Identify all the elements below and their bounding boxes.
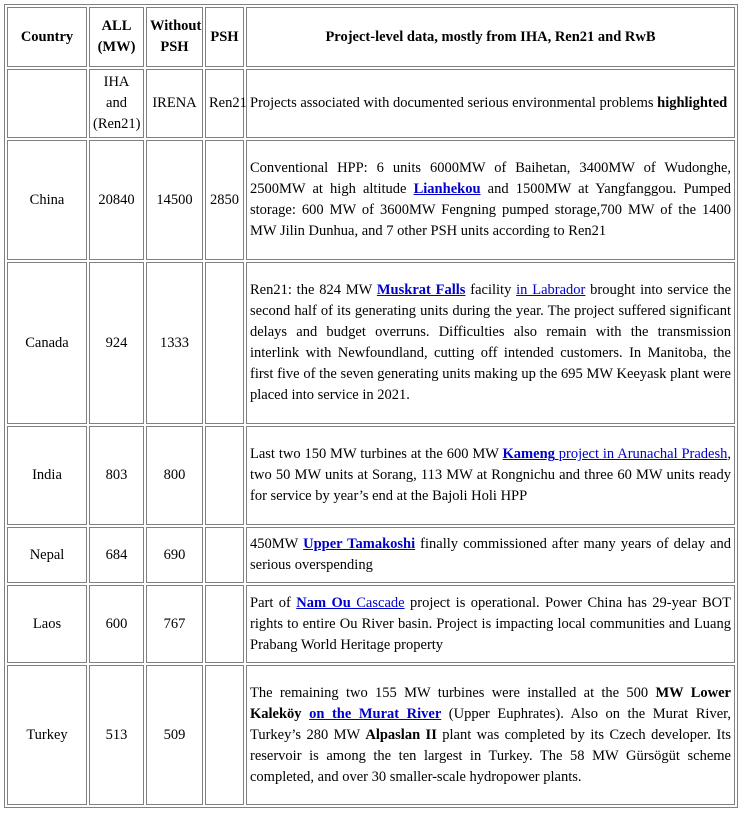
hydropower-table <box>4 4 738 808</box>
project-text: finally commissioned after many years of delay and serious overspending <box>250 536 732 573</box>
all-cell: 513 <box>89 665 144 805</box>
without-psh-cell: 767 <box>146 585 203 663</box>
header-psh: PSH <box>205 7 244 67</box>
psh-cell <box>205 527 244 583</box>
source-psh: Ren21 <box>205 69 244 138</box>
table-row <box>7 426 735 525</box>
project-cell <box>246 665 735 805</box>
header-row <box>7 7 735 67</box>
lianhekou-link[interactable]: Lianhekou <box>413 181 481 197</box>
table-row <box>7 140 735 260</box>
cascade-link[interactable]: Cascade <box>350 594 405 611</box>
all-cell: 924 <box>89 262 144 424</box>
nam-ou-label: Nam Ou <box>296 594 351 611</box>
sources-row <box>7 69 735 138</box>
without-psh-cell: 1333 <box>146 262 203 424</box>
psh-cell <box>205 426 244 525</box>
header-project: Project-level data, mostly from IHA, Ren21 and RwB <box>246 7 735 67</box>
sources-country-empty <box>7 69 87 138</box>
header-country: Country <box>7 7 87 67</box>
country-cell: India <box>7 426 87 525</box>
country-cell: Laos <box>7 585 87 663</box>
without-psh-cell: 14500 <box>146 140 203 260</box>
lower-kalekoy-label: MW Lower Kaleköy <box>250 684 731 722</box>
source-without: IRENA <box>146 69 203 138</box>
project-text: Conventional HPP: 6 units 6000MW of Baihetan, 3400MW of Wudonghe, 2500MW at high altitude <box>250 160 731 197</box>
upper-tamakoshi-link[interactable]: Upper Tamakoshi <box>303 536 416 552</box>
labrador-link[interactable]: in Labrador <box>516 282 586 298</box>
project-text: brought into service the second half of its generating units during the year. The project suffered significant delays and budget overruns. Difficulties also remain with the transmission interlink with Newfoundland, cutting off intended customers. In Manitoba, the first five of the seven generating units making up the 695 MW Keeyask plant were placed into service in 2021. <box>250 282 731 403</box>
table-row <box>7 262 735 424</box>
psh-cell <box>205 262 244 424</box>
project-cell <box>246 585 735 663</box>
country-cell: Canada <box>7 262 87 424</box>
project-text: and 1500MW at Yangfanggou. Pumped storage: 600 MW of 3600MW Fengning pumped storage,700 MW of the 1400 MW Jilin Dunhua, and 7 other PSH units according to Ren21 <box>250 181 732 239</box>
psh-cell <box>205 585 244 663</box>
country-cell: Nepal <box>7 527 87 583</box>
all-cell: 803 <box>89 426 144 525</box>
project-text: 450MW <box>250 536 304 552</box>
without-psh-cell: 690 <box>146 527 203 583</box>
project-cell <box>246 140 735 260</box>
table-row <box>7 665 735 805</box>
project-cell <box>246 262 735 424</box>
without-psh-cell: 509 <box>146 665 203 805</box>
project-text: project is operational. Power China has 29-year BOT rights to entire Ou River basin. Project is impacting local communities and Luang Prabang World Heritage property <box>250 594 731 653</box>
country-cell: China <box>7 140 87 260</box>
project-text: (Upper Euphrates). Also on the Murat River, Turkey’s 280 MW <box>250 705 732 743</box>
all-cell: 600 <box>89 585 144 663</box>
project-cell <box>246 426 735 525</box>
header-without-psh: Without PSH <box>146 7 203 67</box>
project-text: Last two 150 MW turbines at the 600 MW <box>250 446 503 462</box>
table-row <box>7 527 735 583</box>
project-text: Part of <box>250 594 297 611</box>
project-text: facility <box>465 282 517 298</box>
project-text: , two 50 MW units at Sorang, 113 MW at Rongnichu and three 60 MW units ready for service by year’s end at the Bajoli Holi HPP <box>250 446 732 504</box>
project-text: The remaining two 155 MW turbines were installed at the 500 <box>250 684 656 701</box>
arunachal-link[interactable]: project in Arunachal Pradesh <box>554 446 728 462</box>
note-highlighted: highlighted <box>657 95 728 111</box>
country-cell: Turkey <box>7 665 87 805</box>
header-all: ALL (MW) <box>89 7 144 67</box>
note-text: Projects associated with documented serious environmental problems <box>250 95 658 111</box>
source-note <box>246 69 735 138</box>
murat-river-link[interactable]: on the Murat River <box>309 705 442 722</box>
without-psh-cell: 800 <box>146 426 203 525</box>
table-row <box>7 585 735 663</box>
all-cell: 684 <box>89 527 144 583</box>
muskrat-falls-link[interactable]: Muskrat Falls <box>376 282 466 298</box>
kameng-link[interactable]: Kameng <box>502 446 555 462</box>
project-cell <box>246 527 735 583</box>
project-text <box>302 706 310 722</box>
project-text: plant was completed by its Czech developer. Its reservoir is among the ten largest in Turkey. The 58 MW Gürsögüt scheme completed, and over 30 smaller-scale hydropower plants. <box>250 726 731 785</box>
all-cell: 20840 <box>89 140 144 260</box>
psh-cell <box>205 665 244 805</box>
source-all: IHA and (Ren21) <box>89 69 144 138</box>
project-text: Ren21: the 824 MW <box>250 282 377 298</box>
alpaslan-label: Alpaslan II <box>365 726 437 743</box>
psh-cell: 2850 <box>205 140 244 260</box>
